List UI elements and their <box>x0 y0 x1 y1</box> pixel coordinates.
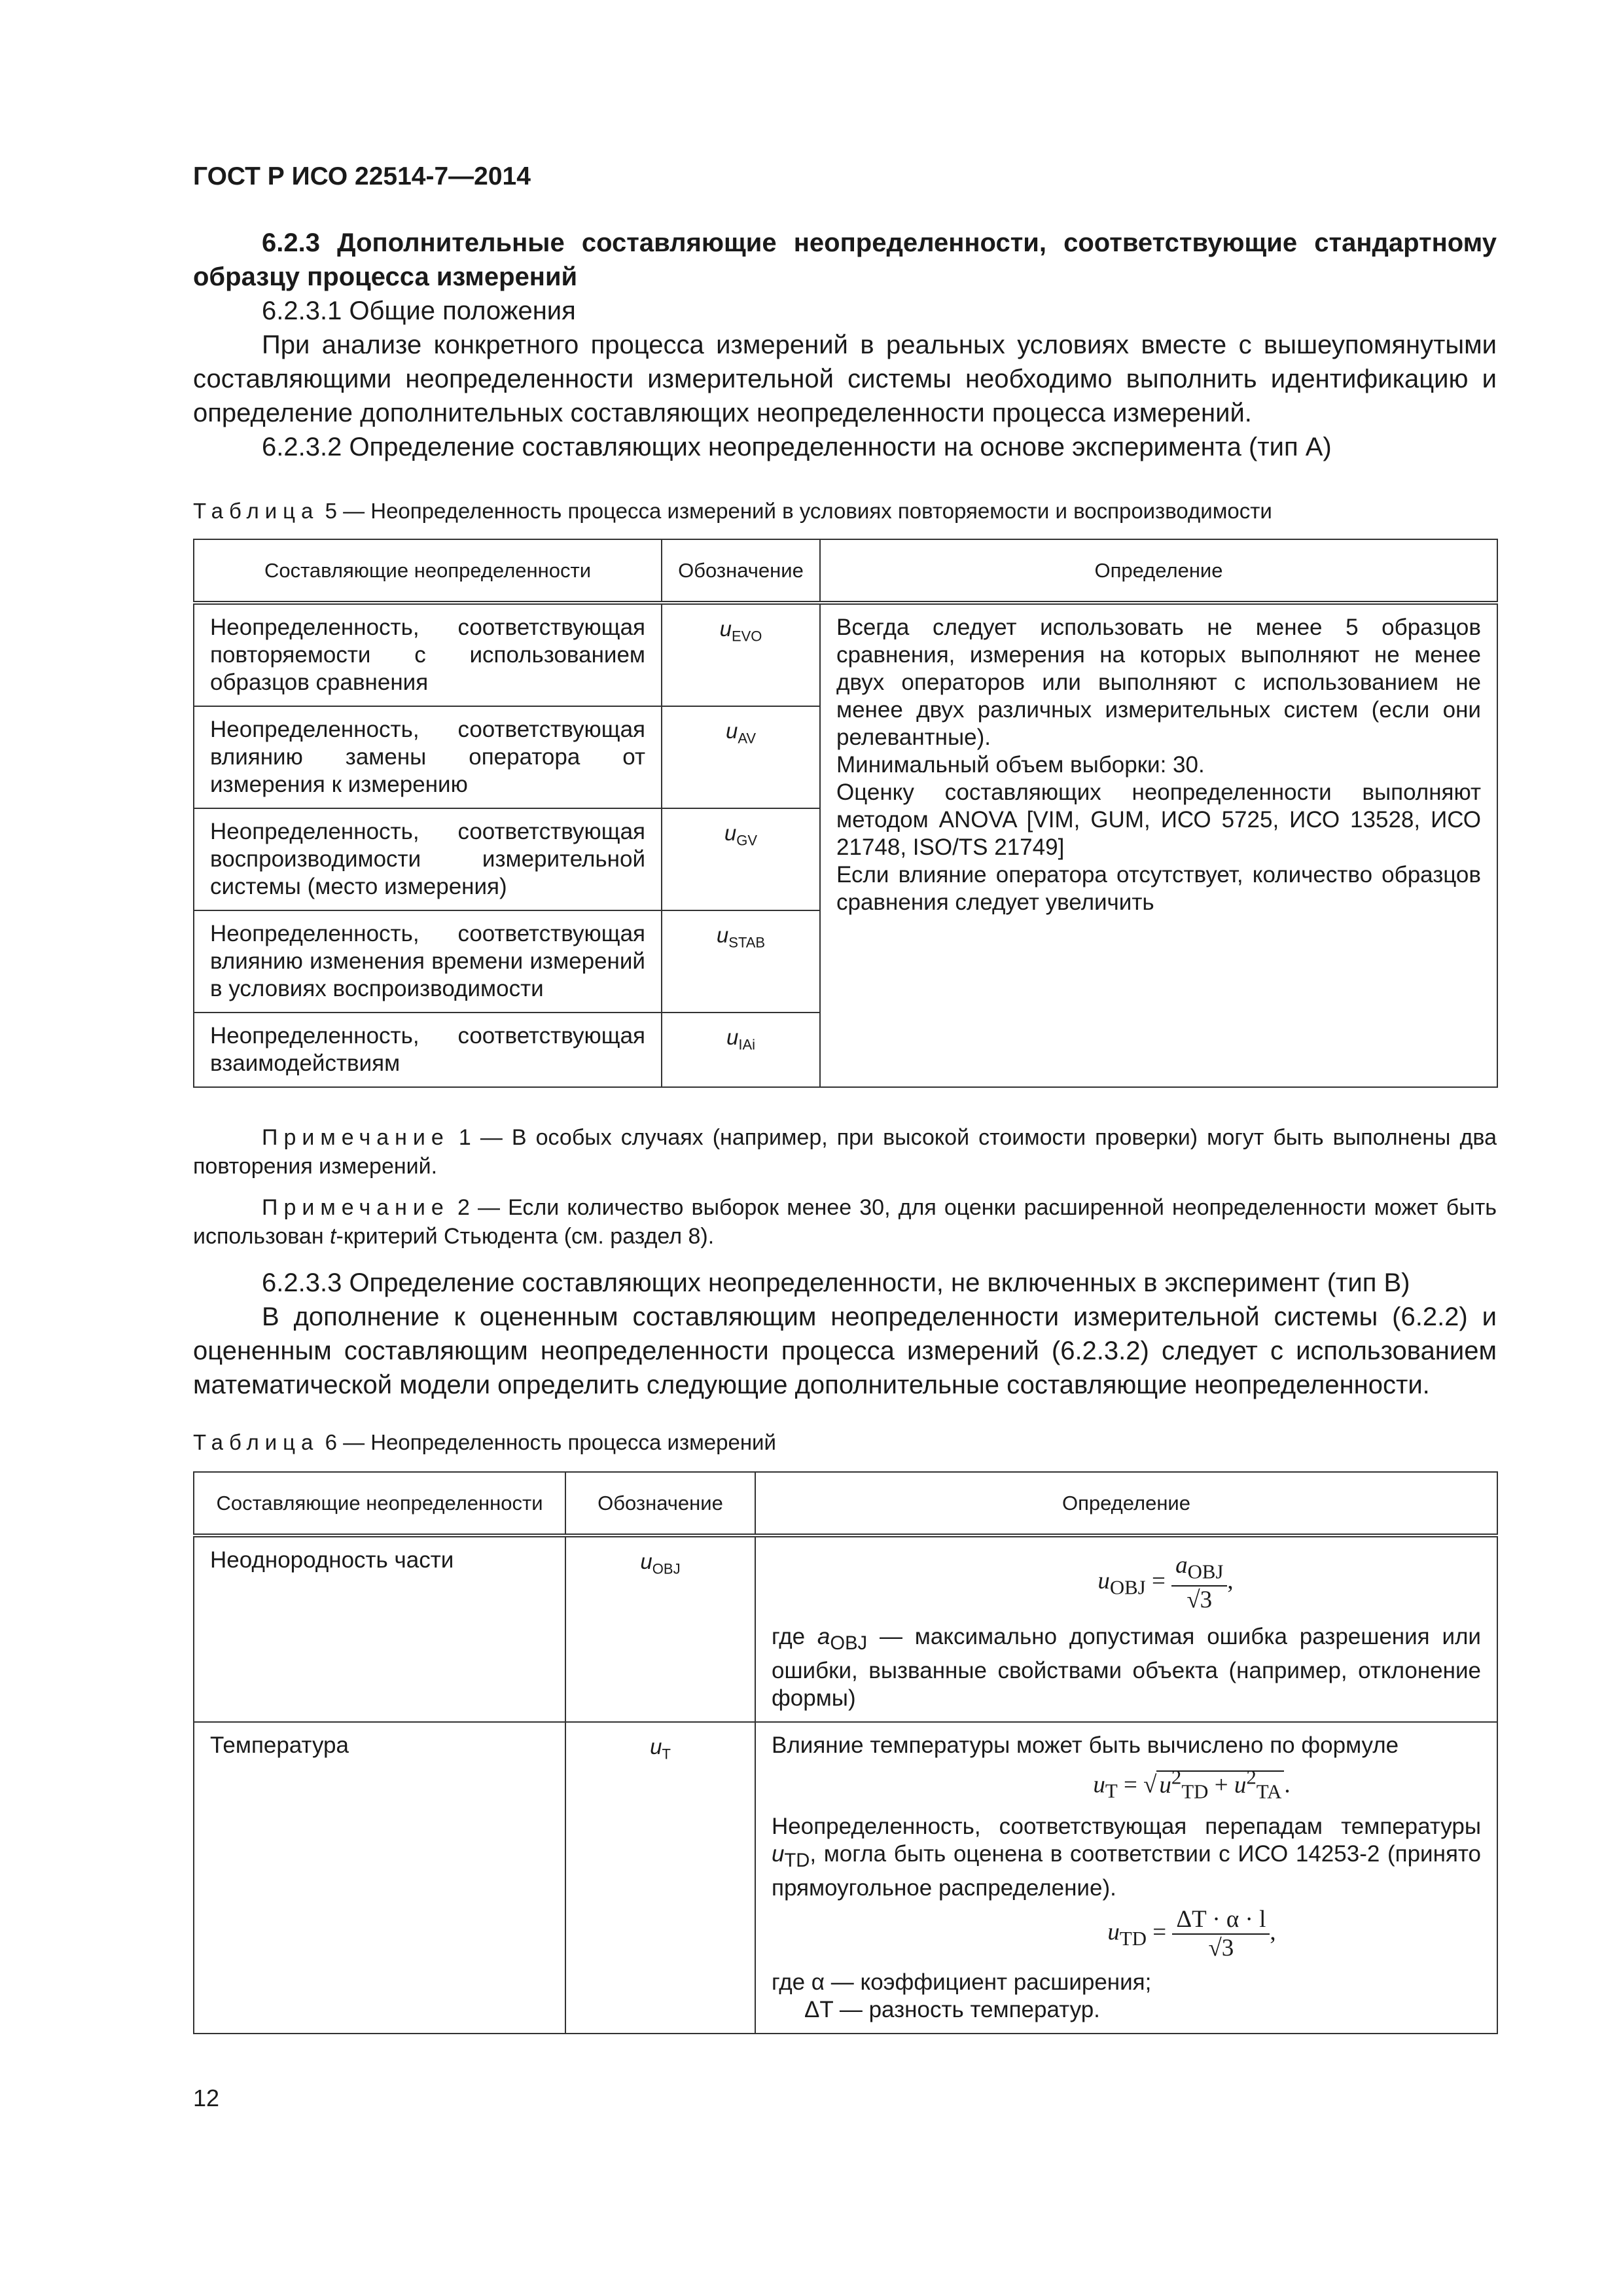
symbol-cell: $u_{OBJ}$ <box>565 1535 755 1722</box>
column-header: Обозначение <box>565 1472 755 1535</box>
note-label: Примечание <box>262 1195 450 1220</box>
table-cell: Неопределенность, соответствующая влиянию замены оператора от измерения к измерению <box>194 706 662 808</box>
table-cell: Неопределенность, соответствующая повторяемости с использованием образцов сравнения <box>194 603 662 706</box>
note-1 <box>193 1123 1497 1181</box>
definition-line: Если влияние оператора отсутствует, количество образцов сравнения следует увеличить <box>836 862 1481 915</box>
table6-caption <box>193 1430 776 1455</box>
column-header: Определение <box>755 1472 1497 1535</box>
table-row <box>194 603 1497 706</box>
formula-uobj: $u_{OBJ}$ = $\frac{a_{OBJ}}{√3}$ , <box>1097 1552 1234 1614</box>
definition-line: Минимальный объем выборки: 30. <box>836 752 1205 778</box>
subsection-title: 6.2.3.1 Общие положения <box>262 296 576 325</box>
paragraph: В дополнение к оцененным составляющим неопределенности измерительной системы (6.2.2) и оцененным составляющим неопределенности процесса измерений (6.2.3.2) следует с использованием математической модели определить следующие дополнительные составляющие неопределенности. <box>193 1302 1497 1399</box>
section-6233 <box>193 1266 1497 1402</box>
table5-caption <box>193 499 1272 524</box>
definition-text: Неопределенность, соответствующая перепадам температуры $u_{TD}$, могла быть оценена в соответствии с ИСО 14253-2 (принято прямоугольное распределение). <box>772 1814 1481 1901</box>
table-label: Таблица <box>193 1430 319 1454</box>
table-row <box>194 1722 1497 2034</box>
fraction: $\frac{\Delta T \cdot \alpha \cdot l}{√3}$ <box>1172 1906 1270 1962</box>
section-623 <box>193 226 1497 464</box>
subsection-title: 6.2.3.3 Определение составляющих неопределенности, не включенных в эксперимент (тип В) <box>262 1268 1410 1297</box>
symbol-cell: $u_{GV}$ <box>662 808 820 910</box>
table-cell: Неопределенность, соответствующая взаимодействиям <box>194 1013 662 1087</box>
symbol-cell: $u_{AV}$ <box>662 706 820 808</box>
definition-text: где $a_{OBJ}$ — максимально допустимая ошибка разрешения или ошибки, вызванные свойствами объекта (например, отклонение формы) <box>772 1624 1481 1712</box>
table-cell: Температура <box>194 1722 565 2034</box>
note-label: Примечание <box>262 1125 450 1150</box>
table-row <box>194 1535 1497 1722</box>
table5 <box>193 539 1498 1088</box>
symbol-cell: $u_T$ <box>565 1722 755 2034</box>
definition-text: ΔT — разность температур. <box>804 1997 1100 2023</box>
symbol-cell: $u_{EVO}$ <box>662 603 820 706</box>
definition-cell <box>755 1535 1497 1722</box>
column-header: Составляющие неопределенности <box>194 1472 565 1535</box>
column-header: Обозначение <box>662 539 820 603</box>
column-header: Составляющие неопределенности <box>194 539 662 603</box>
column-header: Определение <box>820 539 1497 603</box>
table6 <box>193 1471 1498 2034</box>
note-text: 1 — В особых случаях (например, при высокой стоимости проверки) могут быть выполнены два повторения измерений. <box>193 1125 1497 1179</box>
fraction: $\frac{a_{OBJ}}{√3}$ <box>1171 1552 1227 1614</box>
symbol-cell: $u_{STAB}$ <box>662 910 820 1013</box>
definition-cell <box>820 603 1497 1087</box>
symbol-cell: $u_{IAi}$ <box>662 1013 820 1087</box>
document-header: ГОСТ Р ИСО 22514-7—2014 <box>193 162 531 190</box>
definition-line: Всегда следует использовать не менее 5 образцов сравнения, измерения на которых выполняют не менее двух операторов или выполняют с использованием не менее двух различных измерительных систем (если они релевантные). <box>836 615 1481 750</box>
formula-ut: $u_T$ = √ $u^2_{TD} + u^2_{TA}$ . <box>1093 1766 1291 1803</box>
formula-utd: $u_{TD}$ = $\frac{\Delta T \cdot \alpha \cdot l}{√3}$ , <box>1107 1906 1276 1962</box>
table-cell: Неопределенность, соответствующая влиянию изменения времени измерений в условиях воспроизводимости <box>194 910 662 1013</box>
paragraph: При анализе конкретного процесса измерений в реальных условиях вместе с вышеупомянутыми составляющими неопределенности измерительной системы необходимо выполнить идентификацию и определение дополнительных составляющих неопределенности процесса измерений. <box>193 331 1497 427</box>
definition-line: Оценку составляющих неопределенности выполняют методом ANOVA [VIM, GUM, ИСО 5725, ИСО 13528, ИСО 21748, ISO/TS 21749] <box>836 780 1481 860</box>
subsection-title: 6.2.3.2 Определение составляющих неопределенности на основе эксперимента (тип А) <box>262 433 1332 461</box>
table-label: Таблица <box>193 499 319 523</box>
definition-text: где α — коэффициент расширения; <box>772 1969 1152 1996</box>
table-cell: Неоднородность части <box>194 1535 565 1722</box>
definition-text: Влияние температуры может быть вычислено по формуле <box>772 1732 1399 1759</box>
definition-cell <box>755 1722 1497 2034</box>
section-title: 6.2.3 Дополнительные составляющие неопределенности, соответствующие стандартному образцу процесса измерений <box>193 228 1497 291</box>
table-cell: Неопределенность, соответствующая воспроизводимости измерительной системы (место измерения) <box>194 808 662 910</box>
table-caption-text: 6 — Неопределенность процесса измерений <box>325 1430 776 1454</box>
table-caption-text: 5 — Неопределенность процесса измерений в условиях повторяемости и воспроизводимости <box>325 499 1272 523</box>
note-2: Примечание 2 — Если количество выборок менее 30, для оценки расширенной неопределенности может быть использован t-критерий Стьюдента (см. раздел 8). <box>193 1195 1497 1249</box>
page-number: 12 <box>193 2085 220 2111</box>
